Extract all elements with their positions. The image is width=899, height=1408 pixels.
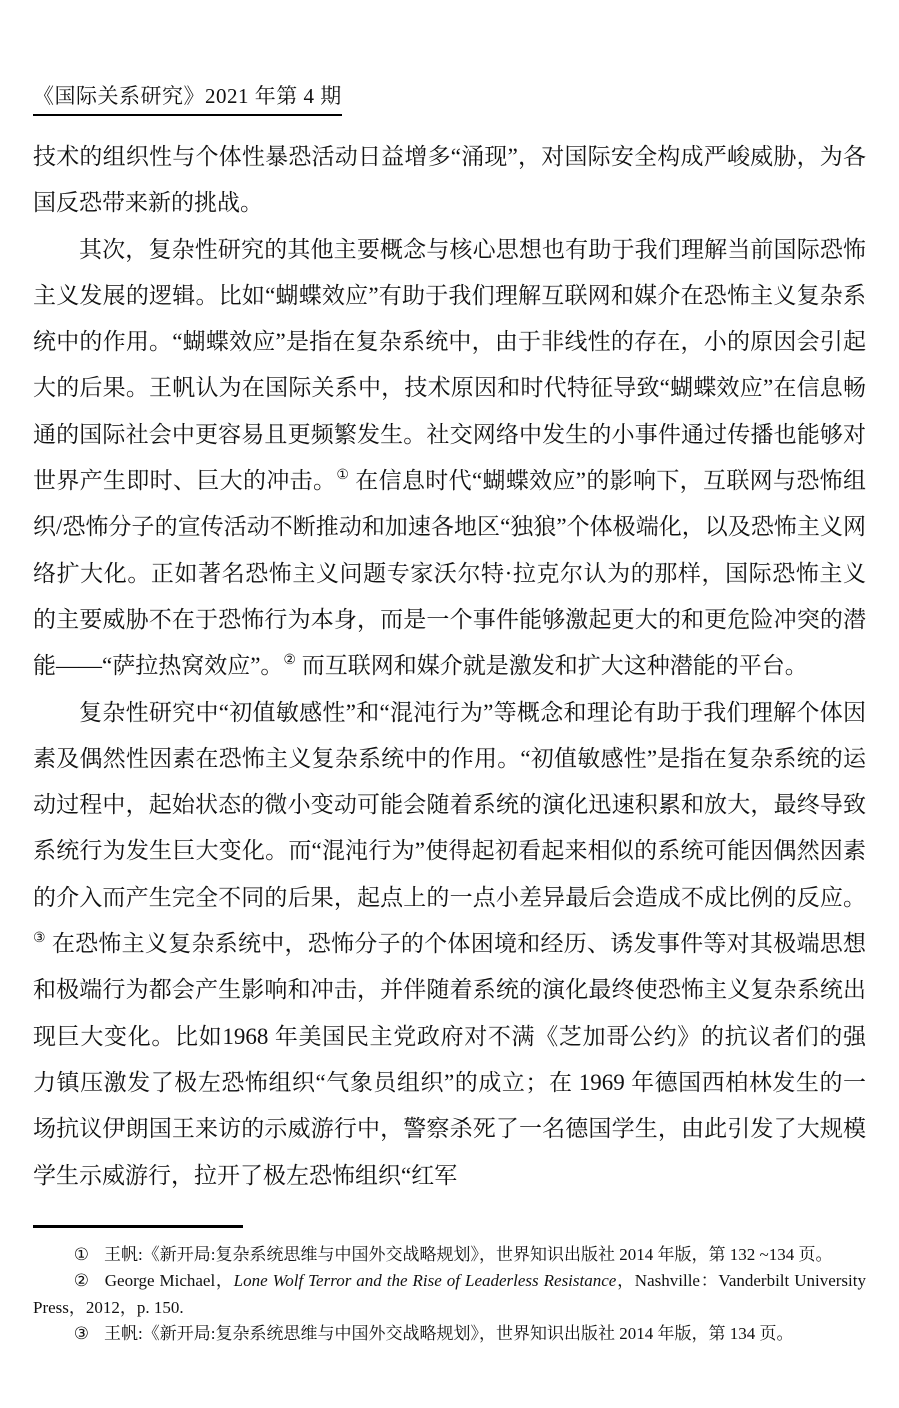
footnote-ref: ③ bbox=[33, 931, 46, 947]
footnote-separator bbox=[33, 1225, 243, 1228]
text-segment: ，Nashville：Vanderbilt University Press，2012，p. 150. bbox=[33, 1271, 866, 1317]
footnotes-block bbox=[33, 1242, 866, 1348]
footnote-marker: ① bbox=[73, 1244, 90, 1264]
footnote-item bbox=[33, 1242, 866, 1269]
journal-header bbox=[33, 84, 342, 116]
text-segment: 在信息时代“蝴蝶效应”的影响下，互联网与恐怖组织/恐怖分子的宣传活动不断推动和加速各地区“独狼”个体极端化，以及恐怖主义网络扩大化。正如著名恐怖主义问题专家沃尔特·拉克尔认为的那样，国际恐怖主义的主要威胁不在于恐怖行为本身，而是一个事件能够激起更大的和更危险冲突的潜能——“萨拉热窝效应”。 bbox=[33, 468, 866, 679]
footnote-text bbox=[33, 1271, 866, 1317]
italic-text-segment: Lone Wolf Terror and the Rise of Leaderless Resistance bbox=[233, 1271, 617, 1291]
footnote-ref: ② bbox=[283, 653, 296, 669]
footnote-marker: ③ bbox=[73, 1324, 90, 1344]
footnote-item bbox=[33, 1268, 866, 1321]
body-paragraph bbox=[33, 690, 866, 1199]
text-segment: 复杂性研究中“初值敏感性”和“混沌行为”等概念和理论有助于我们理解个体因素及偶然性因素在恐怖主义复杂系统中的作用。“初值敏感性”是指在复杂系统的运动过程中，起始状态的微小变动可能会随着系统的演化迅速积累和放大，最终导致系统行为发生巨大变化。而“混沌行为”使得起初看起来相似的系统可能因偶然因素的介入而产生完全不同的后果，起点上的一点小差异最后会造成不成比例的反应。 bbox=[33, 699, 866, 910]
body-paragraph bbox=[33, 134, 866, 227]
footnote-marker: ② bbox=[73, 1271, 90, 1291]
footnote-ref: ① bbox=[336, 468, 350, 484]
text-segment: 而互联网和媒介就是激发和扩大这种潜能的平台。 bbox=[295, 653, 808, 679]
footnote-text bbox=[104, 1245, 832, 1264]
text-segment: 王帆:《新开局:复杂系统思维与中国外交战略规划》，世界知识出版社 2014 年版，第 132 ~134 页。 bbox=[104, 1244, 833, 1264]
text-segment: 技术的组织性与个体性暴恐活动日益增多“涌现”，对国际安全构成严峻威胁，为各国反恐带来新的挑战。 bbox=[33, 144, 866, 216]
text-segment: George Michael， bbox=[104, 1271, 234, 1291]
footnote-text bbox=[104, 1324, 793, 1343]
footnote-item bbox=[33, 1321, 866, 1348]
text-segment: 其次，复杂性研究的其他主要概念与核心思想也有助于我们理解当前国际恐怖主义发展的逻辑。比如“蝴蝶效应”有助于我们理解互联网和媒介在恐怖主义复杂系统中的作用。“蝴蝶效应”是指在复杂系统中，由于非线性的存在，小的原因会引起大的后果。王帆认为在国际关系中，技术原因和时代特征导致“蝴蝶效应”在信息畅通的国际社会中更容易且更频繁发生。社交网络中发生的小事件通过传播也能够对世界产生即时、巨大的冲击。 bbox=[33, 236, 866, 494]
journal-issue-line: 《国际关系研究》2021 年第 4 期 bbox=[33, 84, 342, 108]
body-paragraph bbox=[33, 227, 866, 690]
text-segment: 王帆:《新开局:复杂系统思维与中国外交战略规划》，世界知识出版社 2014 年版，第 134 页。 bbox=[104, 1324, 794, 1344]
text-segment: 在恐怖主义复杂系统中，恐怖分子的个体困境和经历、诱发事件等对其极端思想和极端行为都会产生影响和冲击，并伴随着系统的演化最终使恐怖主义复杂系统出现巨大变化。比如1968 年美国民主党政府对不满《芝加哥公约》的抗议者们的强力镇压激发了极左恐怖组织“气象员组织”的成立；在 1969 年德国西柏林发生的一场抗议伊朗国王来访的示威游行中，警察杀死了一名德国学生，由此引发了大规模学生示威游行，拉开了极左恐怖组织“红军 bbox=[33, 931, 866, 1188]
article-body bbox=[33, 134, 866, 1199]
